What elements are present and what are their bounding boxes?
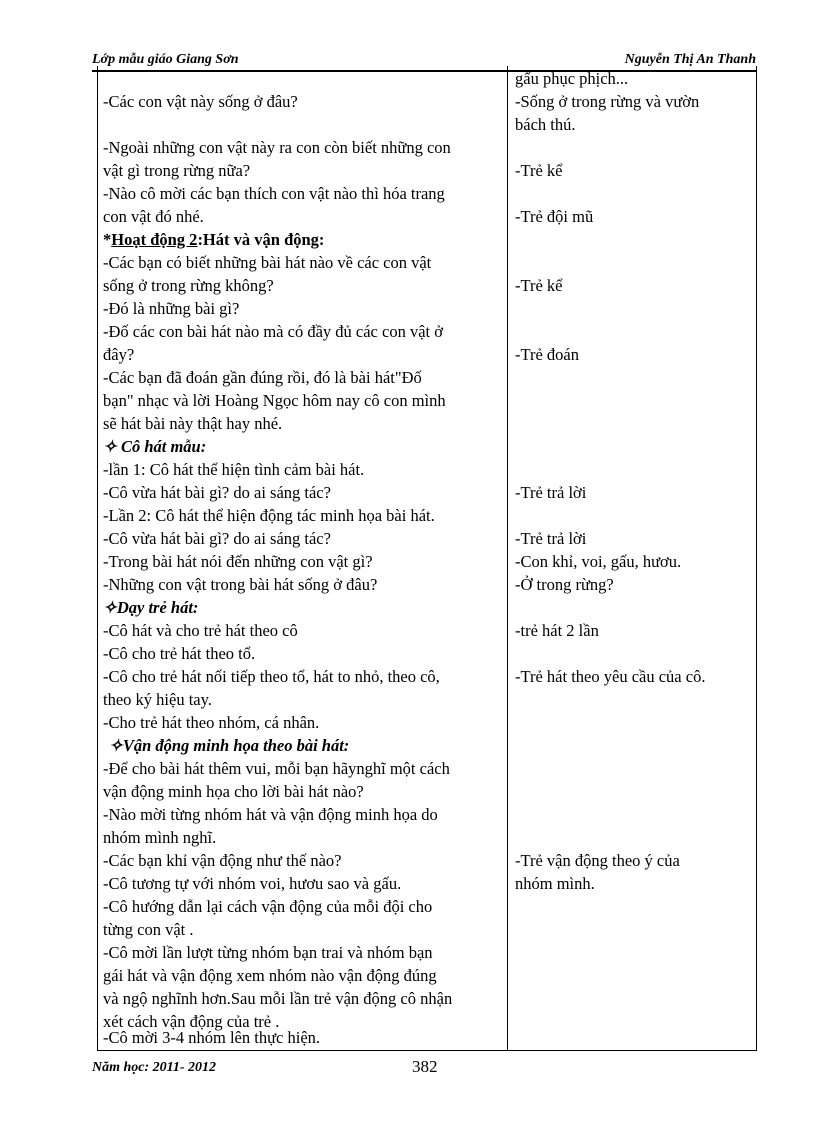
right-line: -Trẻ vận động theo ý của: [515, 851, 680, 870]
left-line: -Cô hướng dẫn lại cách vận động của mỗi đội cho: [103, 897, 433, 916]
right-line: -Trẻ trả lời: [515, 529, 587, 548]
left-line: -Ngoài những con vật này ra con còn biết những con: [103, 138, 451, 157]
left-line: xét cách vận động của trẻ .: [103, 1012, 280, 1031]
left-line: -lần 1: Cô hát thể hiện tình cảm bài hát.: [103, 460, 365, 479]
header-teacher-name: Nguyễn Thị An Thanh: [624, 52, 756, 67]
left-line: vật gì trong rừng nữa?: [103, 161, 251, 180]
left-line: -Đố các con bài hát nào mà có đầy đủ các con vật ở: [103, 322, 443, 341]
left-line: gái hát và vận động xem nhóm nào vận động đúng: [103, 966, 437, 985]
right-line: -Trẻ hát theo yêu cầu của cô.: [515, 667, 706, 686]
left-line: -Cô cho trẻ hát nối tiếp theo tổ, hát to nhỏ, theo cô,: [103, 667, 440, 686]
heading-prefix: *: [103, 230, 112, 249]
left-line: -Lần 2: Cô hát thể hiện động tác minh họa bài hát.: [103, 506, 435, 525]
left-line: -Các bạn khỉ vận động như thế nào?: [103, 851, 342, 870]
left-line: -Cô cho trẻ hát theo tổ.: [103, 644, 256, 663]
left-line: từng con vật .: [103, 920, 194, 939]
heading-rest: :Hát và vận động:: [197, 230, 325, 249]
left-line: -Cô vừa hát bài gì? do ai sáng tác?: [103, 483, 331, 502]
left-line: theo ký hiệu tay.: [103, 690, 212, 709]
left-line: -Cho trẻ hát theo nhóm, cá nhân.: [103, 713, 320, 732]
right-line: -Sống ở trong rừng và vườn: [515, 92, 700, 111]
right-line: gấu phục phịch...: [515, 69, 629, 88]
left-line: và ngộ nghĩnh hơn.Sau mỗi lần trẻ vận động cô nhận: [103, 989, 453, 1008]
page-number: 382: [412, 1057, 438, 1076]
section-heading-movement: ✧Vận động minh họa theo bài hát:: [109, 736, 350, 755]
left-line: -Để cho bài hát thêm vui, mỗi bạn hãynghĩ một cách: [103, 759, 450, 778]
right-line: bách thú.: [515, 115, 576, 134]
right-line: nhóm mình.: [515, 874, 595, 893]
left-line: -Cô hát và cho trẻ hát theo cô: [103, 621, 298, 640]
left-line: con vật đó nhé.: [103, 207, 204, 226]
left-line: -Cô mời lần lượt từng nhóm bạn trai và nhóm bạn: [103, 943, 433, 962]
left-line: -Trong bài hát nói đến những con vật gì?: [103, 552, 373, 571]
right-line: -Trẻ kể: [515, 161, 563, 180]
section-heading-teach-singing: ✧Dạy trẻ hát:: [103, 598, 199, 617]
left-line: -Đó là những bài gì?: [103, 299, 240, 318]
left-line: -Nào cô mời các bạn thích con vật nào thì hóa trang: [103, 184, 445, 203]
right-line: -Trẻ đoán: [515, 345, 580, 364]
left-line: -Cô tương tự với nhóm voi, hươu sao và gấu.: [103, 874, 402, 893]
left-line: -Cô mời 3-4 nhóm lên thực hiện.: [103, 1028, 321, 1047]
right-line: -Trẻ đội mũ: [515, 207, 594, 226]
column-divider: [507, 66, 508, 1050]
footer-school-year: Năm học: 2011- 2012: [92, 1060, 217, 1075]
right-line: -Trẻ trả lời: [515, 483, 587, 502]
left-line: sống ở trong rừng không?: [103, 276, 274, 295]
left-line: vận động minh họa cho lời bài hát nào?: [103, 782, 364, 801]
left-line: -Nào mời từng nhóm hát và vận động minh họa do: [103, 805, 438, 824]
section-heading-sample-singing: ✧ Cô hát mẫu:: [103, 437, 207, 456]
activity-2-heading: [103, 229, 324, 251]
right-line: -trẻ hát 2 lần: [515, 621, 599, 640]
left-line: -Các bạn có biết những bài hát nào về các con vật: [103, 253, 432, 272]
heading-title: Hoạt động 2: [111, 230, 198, 249]
left-line: nhóm mình nghĩ.: [103, 828, 217, 847]
left-line: -Các con vật này sống ở đâu?: [103, 92, 298, 111]
right-line: -Con khỉ, voi, gấu, hươu.: [515, 552, 682, 571]
left-line: sẽ hát bài này thật hay nhé.: [103, 414, 283, 433]
right-line: -Trẻ kể: [515, 276, 563, 295]
left-line: -Cô vừa hát bài gì? do ai sáng tác?: [103, 529, 331, 548]
header-class-name: Lớp mẫu giáo Giang Sơn: [92, 52, 239, 67]
left-line: -Những con vật trong bài hát sống ở đâu?: [103, 575, 378, 594]
right-line: -Ở trong rừng?: [515, 575, 614, 594]
left-line: -Các bạn đã đoán gần đúng rồi, đó là bài hát"Đố: [103, 368, 422, 387]
left-line: đây?: [103, 345, 135, 364]
left-line: bạn" nhạc và lời Hoàng Ngọc hôm nay cô con mình: [103, 391, 446, 410]
